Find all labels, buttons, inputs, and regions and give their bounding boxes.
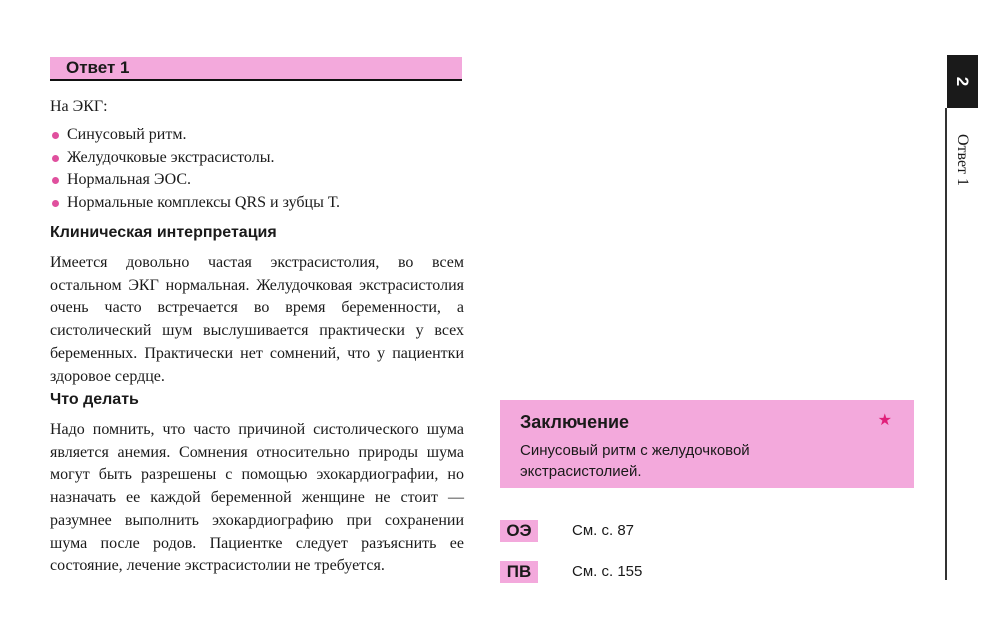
side-running-title: Ответ 1 xyxy=(954,133,971,187)
star-icon: ★ xyxy=(877,412,892,429)
finding-item: Нормальная ЭОС. xyxy=(50,169,340,192)
side-rule xyxy=(945,108,947,580)
bullet-icon xyxy=(52,177,59,184)
reference-tag: ПВ xyxy=(500,561,538,583)
answer-title: Ответ 1 xyxy=(66,58,130,77)
conclusion-title: Заключение xyxy=(520,412,630,432)
reference-page-link[interactable]: См. с. 87 xyxy=(572,522,634,539)
answer-header xyxy=(50,57,462,81)
chapter-number: 2 xyxy=(953,76,973,87)
finding-item: Синусовый ритм. xyxy=(50,124,340,147)
action-text: Надо помнить, что часто причиной систолического шума является анемия. Сомнения относительно природы шума могут быть разрешены с помощью эхокардиографии, но назначать ее каждой беременной женщине не стоит — разумнее выполнить эхокардиографию при сохранении шума после родов. Пациентке следует разъяснить ее состояние, лечение экстрасистолии не требуется. xyxy=(50,421,464,575)
interpretation-text: Имеется довольно частая экстрасистолия, во всем остальном ЭКГ нормальная. Желудочковая экстрасистолия очень часто встречается во время беременности, а систолический шум выслушивается практически у всех беременных. Практически нет сомнений, что у пациентки здоровое сердце. xyxy=(50,254,464,385)
finding-item: Нормальные комплексы QRS и зубцы Т. xyxy=(50,192,340,215)
action-heading: Что делать xyxy=(50,391,139,408)
finding-item: Желудочковые экстрасистолы. xyxy=(50,147,340,170)
conclusion-box xyxy=(500,400,914,488)
ecg-intro: На ЭКГ: xyxy=(50,98,108,115)
reference-tag: ОЭ xyxy=(500,520,538,542)
interpretation-heading: Клиническая интерпретация xyxy=(50,224,277,241)
bullet-icon xyxy=(52,155,59,162)
chapter-tab xyxy=(947,55,978,108)
conclusion-text: Синусовый ритм с желудочковой экстрасистолией. xyxy=(520,442,750,480)
bullet-icon xyxy=(52,200,59,207)
bullet-icon xyxy=(52,132,59,139)
ecg-findings-list xyxy=(50,124,340,214)
reference-page-link[interactable]: См. с. 155 xyxy=(572,563,643,580)
